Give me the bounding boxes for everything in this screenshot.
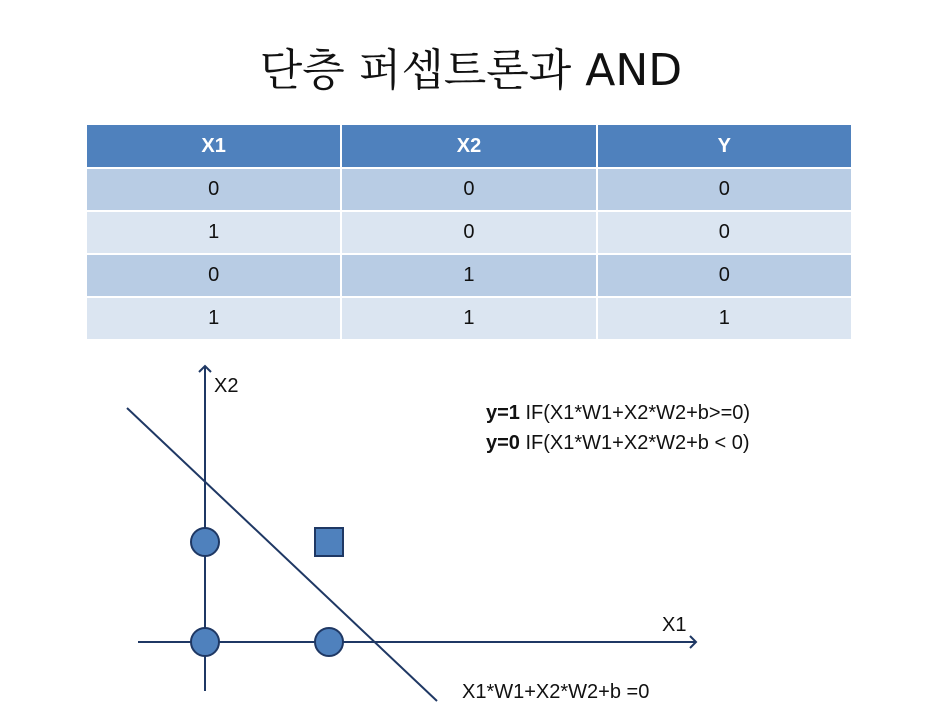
truth-table [85, 123, 853, 341]
table-cell: 1 [341, 297, 596, 340]
table-cell: 0 [86, 168, 341, 211]
table-row [86, 297, 852, 340]
column-header-x1: X1 [86, 124, 341, 168]
table-header-row [86, 124, 852, 168]
x2-axis-label: X2 [214, 375, 239, 397]
output-0-circle-marker [315, 628, 343, 656]
table-cell: 0 [597, 168, 852, 211]
output-1-square-marker [315, 528, 343, 556]
rule-y1 [486, 398, 750, 428]
decision-boundary-line [127, 408, 437, 701]
table-row [86, 211, 852, 254]
boundary-equation-label: X1*W1+X2*W2+b =0 [462, 681, 650, 703]
table-cell: 0 [86, 254, 341, 297]
column-header-y: Y [597, 124, 852, 168]
rule-y1-condition: IF(X1*W1+X2*W2+b>=0) [525, 402, 751, 424]
table-cell: 1 [597, 297, 852, 340]
table-cell: 0 [341, 168, 596, 211]
table-cell: 0 [597, 254, 852, 297]
x1-axis-label: X1 [662, 614, 687, 636]
rule-y0-condition: IF(X1*W1+X2*W2+b < 0) [525, 432, 750, 454]
table-cell: 0 [597, 211, 852, 254]
output-0-circle-marker [191, 528, 219, 556]
page-title: 단층 퍼셉트론과 AND [259, 45, 683, 96]
column-header-x2: X2 [341, 124, 596, 168]
data-points [191, 528, 343, 656]
table-row [86, 168, 852, 211]
output-0-circle-marker [191, 628, 219, 656]
activation-rules [486, 398, 750, 458]
perceptron-diagram [0, 355, 942, 711]
table-cell: 0 [341, 211, 596, 254]
rule-y1-lhs: y=1 [486, 402, 520, 424]
table-cell: 1 [341, 254, 596, 297]
table-cell: 1 [86, 297, 341, 340]
table-row [86, 254, 852, 297]
rule-y0-lhs: y=0 [486, 432, 520, 454]
rule-y0 [486, 428, 750, 458]
table-cell: 1 [86, 211, 341, 254]
